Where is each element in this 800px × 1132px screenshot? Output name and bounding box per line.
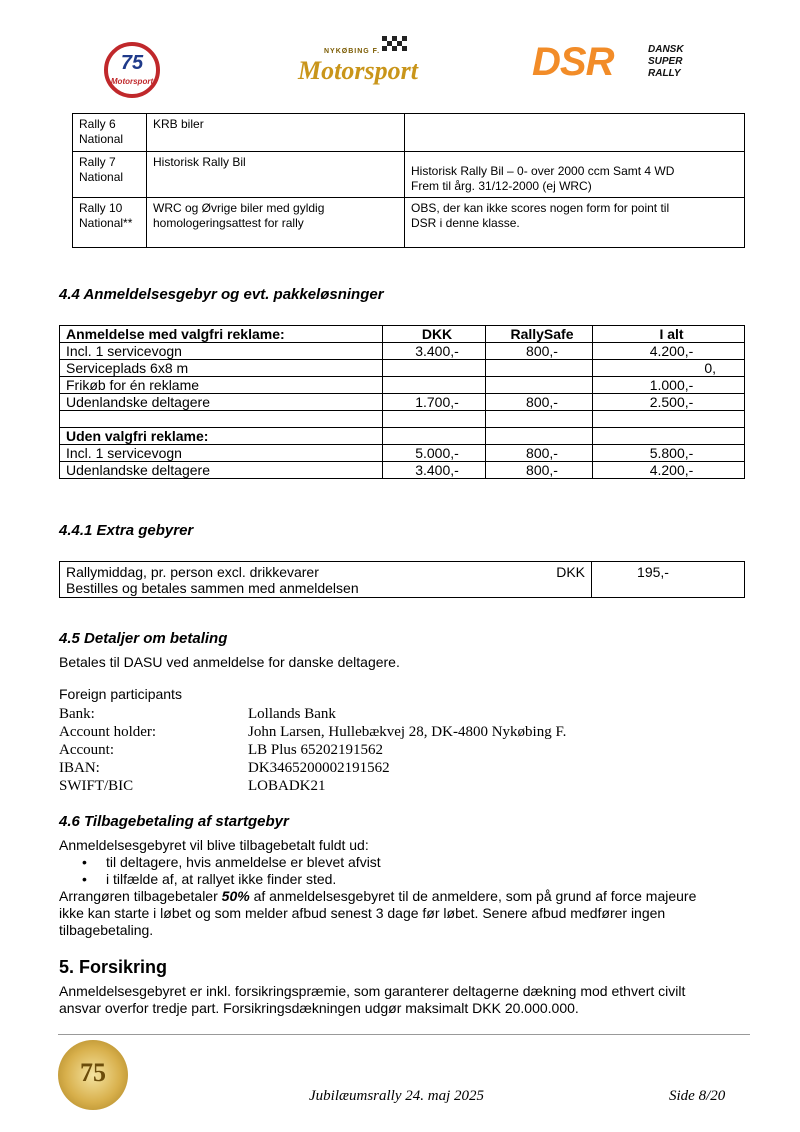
bank-detail-key: SWIFT/BIC: [59, 778, 134, 794]
note-cell: Historisk Rally Bil – 0- over 2000 ccm Samt 4 WD Frem til årg. 31/12-2000 (ej WRC): [405, 152, 745, 198]
bank-detail-value: Lollands Bank: [248, 706, 336, 722]
motorsport-logo-text: Motorsport: [298, 56, 418, 85]
insurance-line: ansvar overfor tredje part. Forsikringsdækningen udgør maksimalt DKK 20.000.000.: [59, 1000, 579, 1016]
fee-item-cell: Serviceplads 6x8 m: [60, 360, 383, 377]
section-heading-4-4: 4.4 Anmeldelsesgebyr og evt. pakkeløsninger: [59, 286, 384, 303]
refund-paragraph-line: tilbagebetaling.: [59, 922, 154, 938]
fee-dkk-cell: DKK: [383, 326, 486, 343]
class-table: [72, 113, 745, 248]
footer-divider: [58, 1034, 750, 1035]
extra-fee-currency: DKK: [556, 564, 585, 580]
table-row: [60, 445, 745, 462]
table-row: [73, 152, 745, 198]
motorsport-logo: [278, 34, 418, 100]
fee-total-cell: 2.500,-: [593, 394, 745, 411]
insurance-paragraph: [59, 983, 749, 1017]
bullet-icon: •: [82, 871, 87, 887]
motorsport-logo-small: NYKØBING F.: [324, 48, 381, 55]
section-heading-5: 5. Forsikring: [59, 957, 168, 977]
bank-detail-row: [59, 723, 659, 741]
fee-total-cell: [593, 428, 745, 445]
fee-total-cell: 4.200,-: [593, 343, 745, 360]
bank-details: [59, 705, 659, 795]
payment-intro: Betales til DASU ved anmeldelse for danske deltagere.: [59, 654, 400, 670]
class-cell: Rally 6 National: [73, 114, 147, 152]
extra-fee-amount: 195,-: [592, 562, 745, 598]
fee-rallysafe-cell: [486, 360, 593, 377]
table-row: [73, 114, 745, 152]
refund-intro: Anmeldelsesgebyret vil blive tilbagebetalt fuldt ud:: [59, 837, 369, 853]
description-cell: WRC og Øvrige biler med gyldig homologeringsattest for rally: [147, 198, 405, 248]
extra-fees-table: [59, 561, 745, 598]
fee-rallysafe-cell: 800,-: [486, 445, 593, 462]
refund-bullet: til deltagere, hvis anmeldelse er blevet afvist: [106, 854, 381, 870]
footer-anniversary-logo: [58, 1040, 128, 1110]
bank-detail-value: DK3465200002191562: [248, 760, 390, 776]
bank-detail-row: [59, 705, 659, 723]
fee-rallysafe-cell: 800,-: [486, 343, 593, 360]
table-header-row: [60, 326, 745, 343]
fee-dkk-cell: 5.000,-: [383, 445, 486, 462]
dsr-logo-line: RALLY: [648, 68, 681, 79]
fee-dkk-cell: 1.700,-: [383, 394, 486, 411]
dsr-logo-text: [648, 44, 684, 80]
fee-item-cell: Frikøb for én reklame: [60, 377, 383, 394]
fee-dkk-cell: 3.400,-: [383, 462, 486, 479]
bank-detail-row: [59, 759, 659, 777]
fee-total-cell: 1.000,-: [593, 377, 745, 394]
fee-item-cell: [60, 411, 383, 428]
dsr-logo-mark: DSR: [532, 40, 614, 84]
fee-rallysafe-cell: [486, 411, 593, 428]
refund-paragraph-line: [59, 888, 749, 905]
bank-detail-key: IBAN:: [59, 760, 100, 776]
table-row: [60, 360, 745, 377]
footer-event: Jubilæumsrally 24. maj 2025: [309, 1088, 484, 1104]
fee-total-cell: [593, 411, 745, 428]
fee-item-cell: Incl. 1 servicevogn: [60, 445, 383, 462]
note-cell: OBS, der kan ikke scores nogen form for point til DSR i denne klasse.: [405, 198, 745, 248]
bank-detail-key: Account holder:: [59, 724, 157, 740]
anniversary-logo: [104, 42, 160, 98]
description-cell: KRB biler: [147, 114, 405, 152]
refund-text: Arrangøren tilbagebetaler: [59, 888, 222, 904]
bank-detail-value: LB Plus 65202191562: [248, 742, 384, 758]
table-row: [73, 198, 745, 248]
bank-detail-value: LOBADK21: [248, 778, 326, 794]
fee-total-cell: 4.200,-: [593, 462, 745, 479]
anniversary-logo-number: 75: [120, 52, 144, 74]
fee-item-cell: Anmeldelse med valgfri reklame:: [60, 326, 383, 343]
footer-page-number: Side 8/20: [669, 1088, 726, 1104]
fee-rallysafe-cell: 800,-: [486, 394, 593, 411]
bank-detail-row: [59, 777, 659, 795]
class-cell: Rally 10 National**: [73, 198, 147, 248]
fee-rallysafe-cell: 800,-: [486, 462, 593, 479]
fee-dkk-cell: [383, 428, 486, 445]
section-heading-4-6: 4.6 Tilbagebetaling af startgebyr: [59, 813, 289, 830]
fee-total-cell: I alt: [593, 326, 745, 343]
bullet-icon: •: [82, 854, 87, 870]
fee-rallysafe-cell: RallySafe: [486, 326, 593, 343]
fee-dkk-cell: 3.400,-: [383, 343, 486, 360]
table-row: [60, 377, 745, 394]
bank-detail-row: [59, 741, 659, 759]
fee-item-cell: Udenlandske deltagere: [60, 394, 383, 411]
insurance-line: Anmeldelsesgebyret er inkl. forsikringspræmie, som garanterer deltagerne dækning mod ethvert civilt: [59, 983, 686, 999]
table-row: [60, 462, 745, 479]
table-row: [60, 343, 745, 360]
fee-rallysafe-cell: [486, 377, 593, 394]
bank-detail-key: Bank:: [59, 706, 95, 722]
refund-bullet: i tilfælde af, at rallyet ikke finder sted.: [106, 871, 337, 887]
class-cell: Rally 7 National: [73, 152, 147, 198]
extra-fee-line2: Bestilles og betales sammen med anmeldelsen: [66, 580, 359, 596]
dsr-logo-line: DANSK: [648, 44, 684, 55]
fee-item-cell: Uden valgfri reklame:: [60, 428, 383, 445]
dsr-logo: [532, 42, 692, 102]
fee-item-cell: Incl. 1 servicevogn: [60, 343, 383, 360]
fee-total-cell: 5.800,-: [593, 445, 745, 462]
refund-paragraph: [59, 888, 749, 939]
bank-detail-key: Account:: [59, 742, 114, 758]
section-heading-4-5: 4.5 Detaljer om betaling: [59, 630, 228, 647]
fee-dkk-cell: [383, 360, 486, 377]
section-heading-4-4-1: 4.4.1 Extra gebyrer: [59, 522, 194, 539]
table-row: [60, 394, 745, 411]
refund-percentage: 50%: [221, 888, 250, 904]
bank-detail-value: John Larsen, Hullebækvej 28, DK-4800 Nykøbing F.: [248, 724, 567, 740]
description-cell: Historisk Rally Bil: [147, 152, 405, 198]
fee-item-cell: Udenlandske deltagere: [60, 462, 383, 479]
extra-fee-line1: Rallymiddag, pr. person excl. drikkevarer: [66, 564, 319, 580]
refund-text: af anmeldelsesgebyret til de anmeldere, som på grund af force majeure: [249, 888, 697, 904]
note-cell: [405, 114, 745, 152]
table-row: [60, 562, 745, 598]
fees-table: [59, 325, 745, 479]
table-row: [60, 428, 745, 445]
footer-logo-number: 75: [80, 1058, 106, 1087]
refund-paragraph-line: ikke kan starte i løbet og som melder afbud senest 3 dage før løbet. Senere afbud medfører ingen: [59, 905, 666, 921]
fee-dkk-cell: [383, 411, 486, 428]
fee-dkk-cell: [383, 377, 486, 394]
fee-total-cell: 0,: [593, 360, 745, 377]
table-row: [60, 411, 745, 428]
checkered-flag-icon: [378, 34, 412, 56]
anniversary-logo-text: Motorsport: [110, 77, 154, 86]
foreign-participants-label: Foreign participants: [59, 686, 182, 702]
dsr-logo-line: SUPER: [648, 56, 683, 67]
fee-rallysafe-cell: [486, 428, 593, 445]
extra-fee-description: [60, 562, 592, 598]
